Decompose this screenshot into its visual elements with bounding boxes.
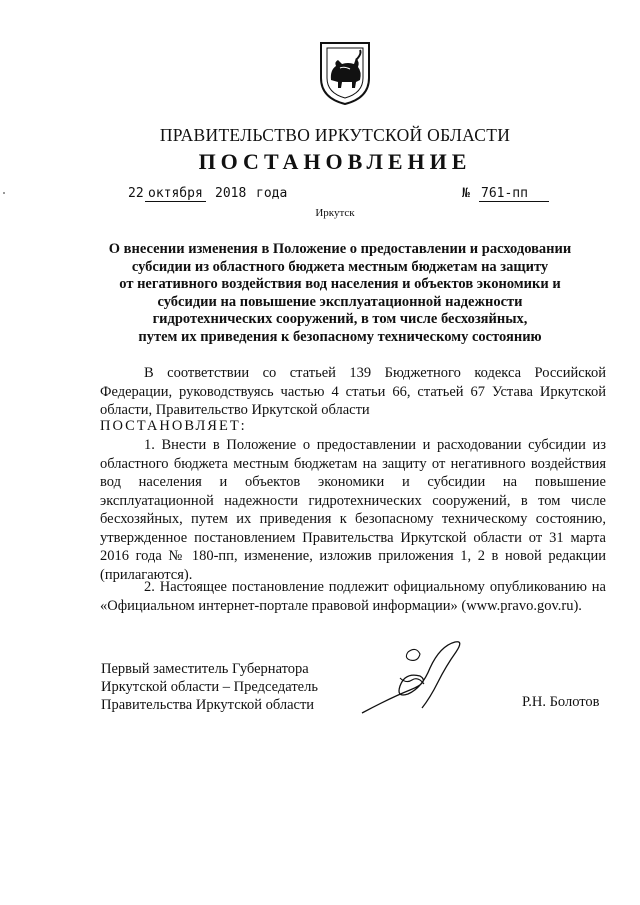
position-line: Иркутской области – Председатель <box>101 679 318 695</box>
title-line: О внесении изменения в Положение о предоставлении и расходовании <box>108 241 572 257</box>
irkutsk-coat-of-arms-icon <box>318 40 372 106</box>
date-word: года <box>256 186 288 201</box>
item-1-paragraph: 1. Внести в Положение о предоставлении и расходовании субсидии из областного бюджета местным бюджетам на защиту от негативного воздействия вод населения и объектов экономики и субсидии на повышение эксплуатационной надежности гидротехнических сооружений, в том числе бесхозяйных, путем их приведения к безопасному техническому состоянию, утвержденное постановлением Правительства Иркутской области от 31 марта 2016 года № 180-пп, изменение, изложив приложения 1, 2 в новой редакции (прилагаются). <box>100 437 606 583</box>
title-line: от негативного воздействия вод населения и объектов экономики и <box>119 276 561 292</box>
scan-speck <box>3 192 5 194</box>
handwritten-signature <box>360 638 470 718</box>
decree-number: 761-пп <box>479 186 549 202</box>
signatory-name: Р.Н. Болотов <box>522 694 600 710</box>
date-year: 2018 <box>215 186 247 201</box>
title-line: субсидии на повышение эксплуатационной надежности <box>157 293 523 310</box>
document-title <box>90 241 590 346</box>
number-label: № <box>462 186 470 201</box>
preamble-paragraph: В соответствии со статьей 139 Бюджетного кодекса Российской Федерации, руководствуясь частью 4 статьи 66, статьей 67 Устава Иркутской области, Правительство Иркутской области <box>100 365 606 418</box>
date-month: октября <box>145 186 206 202</box>
government-name: ПРАВИТЕЛЬСТВО ИРКУТСКОЙ ОБЛАСТИ <box>159 125 511 145</box>
item-2-paragraph: 2. Настоящее постановление подлежит официальному опубликованию на «Официальном интернет-портале правовой информации» (www.pravo.gov.ru). <box>100 579 606 614</box>
position-line: Правительства Иркутской области <box>101 697 315 713</box>
city: Иркутск <box>315 207 355 219</box>
decree-heading: ПОСТАНОВЛЕНИЕ <box>198 149 472 174</box>
title-line: субсидии из областного бюджета местным бюджетам на защиту <box>131 258 549 275</box>
title-line: гидротехнических сооружений, в том числе бесхозяйных, <box>152 311 528 327</box>
signatory-position <box>101 660 341 714</box>
date-day: 22 <box>128 186 144 201</box>
position-line: Первый заместитель Губернатора <box>101 661 309 677</box>
resolves-heading: ПОСТАНОВЛЯЕТ: <box>100 418 247 434</box>
title-line: путем их приведения к безопасному техническому состоянию <box>138 328 542 345</box>
